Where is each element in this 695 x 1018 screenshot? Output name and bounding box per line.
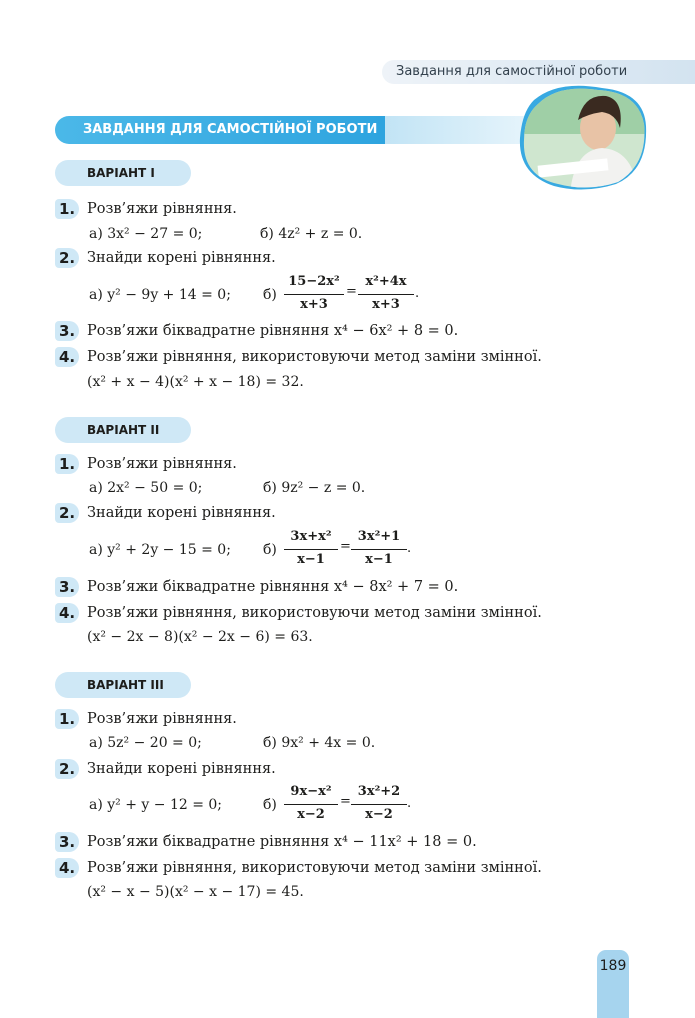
task-number: 4. xyxy=(55,858,79,878)
task-text: Знайди корені рівняння. xyxy=(87,761,276,777)
task-number: 4. xyxy=(55,603,79,623)
equation-a: а) 3x² − 27 = 0; xyxy=(89,226,203,242)
equals-sign: = xyxy=(346,284,357,299)
variant-3-badge: ВАРІАНТ ІІІ xyxy=(55,672,191,698)
period: . xyxy=(407,541,412,556)
equation-b: б) 9z² − z = 0. xyxy=(263,480,366,496)
variant-1-badge: ВАРІАНТ І xyxy=(55,160,191,186)
fraction-bar xyxy=(351,549,407,550)
fraction-numerator: 15−2x² xyxy=(288,274,340,289)
section-title: ЗАВДАННЯ ДЛЯ САМОСТІЙНОЇ РОБОТИ xyxy=(55,116,385,144)
fraction-equation xyxy=(284,529,444,573)
task-number: 4. xyxy=(55,347,79,367)
equation-b: б) 9x² + 4x = 0. xyxy=(263,735,376,751)
fraction-denominator: x−2 xyxy=(365,807,393,822)
running-header: Завдання для самостійної роботи xyxy=(382,60,695,84)
fraction-denominator: x+3 xyxy=(372,297,400,312)
page-number: 189 xyxy=(597,950,629,1018)
fraction-denominator: x−2 xyxy=(297,807,325,822)
task-text: Розв’яжи рівняння, використовуючи метод заміни змінної. xyxy=(87,605,542,621)
task-text: Розв’яжи рівняння, використовуючи метод заміни змінної. xyxy=(87,860,542,876)
student-photo xyxy=(518,84,648,192)
task-text: Розв’яжи рівняння. xyxy=(87,456,237,472)
equation-a: а) y² + y − 12 = 0; xyxy=(89,797,223,813)
period: . xyxy=(415,286,420,301)
task-number: 1. xyxy=(55,709,79,729)
equation-a: а) y² + 2y − 15 = 0; xyxy=(89,542,231,558)
variant-2-badge: ВАРІАНТ ІІ xyxy=(55,417,191,443)
equals-sign: = xyxy=(340,539,351,554)
equation-a: а) 5z² − 20 = 0; xyxy=(89,735,202,751)
task-number: 2. xyxy=(55,759,79,779)
fraction-denominator: x−1 xyxy=(297,552,325,567)
task-number: 3. xyxy=(55,577,79,597)
equation-a: а) 2x² − 50 = 0; xyxy=(89,480,203,496)
equation: (x² − 2x − 8)(x² − 2x − 6) = 63. xyxy=(87,629,313,645)
period: . xyxy=(407,796,412,811)
task-text: Розв’яжи рівняння. xyxy=(87,711,237,727)
task-number: 2. xyxy=(55,503,79,523)
fraction-denominator: x+3 xyxy=(300,297,328,312)
task-number: 1. xyxy=(55,454,79,474)
equation-a: а) y² − 9y + 14 = 0; xyxy=(89,287,231,303)
fraction-numerator: x²+4x xyxy=(365,274,407,289)
equation-b-label: б) xyxy=(263,542,277,558)
fraction-bar xyxy=(358,294,414,295)
fraction-bar xyxy=(284,549,338,550)
fraction-bar xyxy=(284,804,338,805)
task-number: 1. xyxy=(55,199,79,219)
fraction-equation xyxy=(284,274,444,318)
task-text: Знайди корені рівняння. xyxy=(87,250,276,266)
equation: (x² + x − 4)(x² + x − 18) = 32. xyxy=(87,374,304,390)
task-number: 3. xyxy=(55,321,79,341)
equals-sign: = xyxy=(340,794,351,809)
equation: (x² − x − 5)(x² − x − 17) = 45. xyxy=(87,884,304,900)
fraction-numerator: 9x−x² xyxy=(290,784,332,799)
fraction-numerator: 3x+x² xyxy=(290,529,332,544)
equation-b-label: б) xyxy=(263,797,277,813)
task-text: Розв’яжи біквадратне рівняння x⁴ − 8x² + 7 = 0. xyxy=(87,579,459,595)
equation-b: б) 4z² + z = 0. xyxy=(260,226,363,242)
task-number: 3. xyxy=(55,832,79,852)
fraction-denominator: x−1 xyxy=(365,552,393,567)
fraction-bar xyxy=(351,804,407,805)
task-text: Розв’яжи рівняння. xyxy=(87,201,237,217)
task-text: Розв’яжи біквадратне рівняння x⁴ − 6x² + 8 = 0. xyxy=(87,323,459,339)
fraction-numerator: 3x²+2 xyxy=(357,784,401,799)
equation-b-label: б) xyxy=(263,287,277,303)
fraction-numerator: 3x²+1 xyxy=(357,529,401,544)
task-text: Знайди корені рівняння. xyxy=(87,505,276,521)
fraction-equation xyxy=(284,784,444,828)
fraction-bar xyxy=(284,294,344,295)
task-text: Розв’яжи біквадратне рівняння x⁴ − 11x² + 18 = 0. xyxy=(87,834,477,850)
task-number: 2. xyxy=(55,248,79,268)
task-text: Розв’яжи рівняння, використовуючи метод заміни змінної. xyxy=(87,349,542,365)
